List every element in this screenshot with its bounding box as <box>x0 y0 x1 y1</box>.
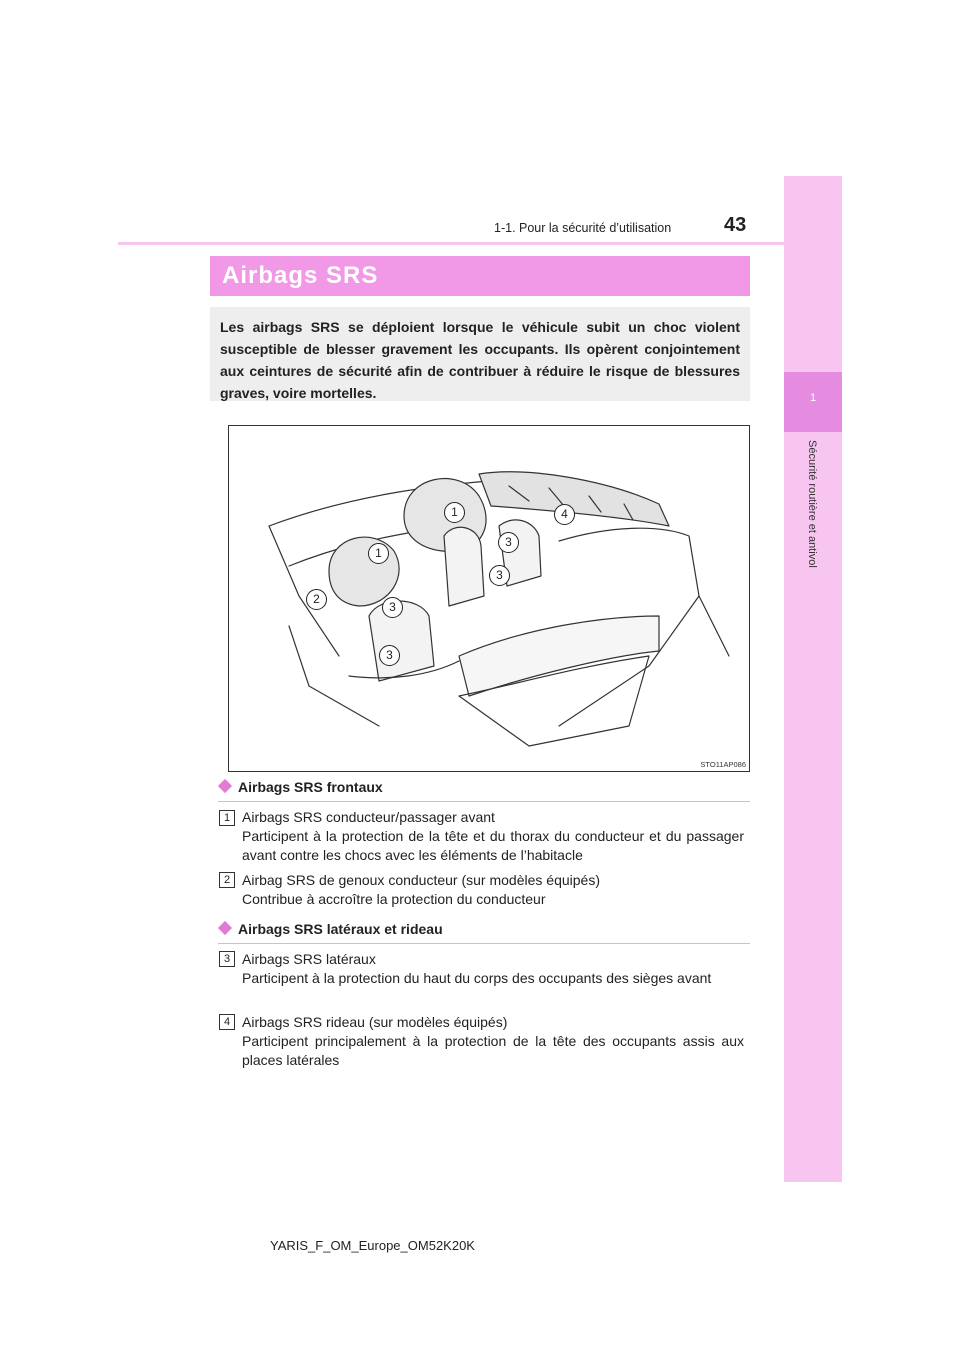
diamond-bullet-icon <box>218 779 232 793</box>
callout-1-passenger: 1 <box>444 502 465 523</box>
callout-3-side-a: 3 <box>498 532 519 553</box>
callout-3-side-d: 3 <box>379 645 400 666</box>
section-title: Airbags SRS <box>222 262 379 289</box>
callout-3-side-b: 3 <box>489 565 510 586</box>
item-2-desc: Contribue à accroître la protection du conducteur <box>242 891 546 907</box>
subheading-frontal <box>218 779 383 795</box>
callout-2-knee: 2 <box>306 589 327 610</box>
footer-doc-code: YARIS_F_OM_Europe_OM52K20K <box>270 1238 475 1253</box>
item-1-title: Airbags SRS conducteur/passager avant <box>242 809 495 825</box>
intro-box <box>210 307 750 401</box>
item-number-3: 3 <box>219 951 235 967</box>
item-1 <box>242 808 744 865</box>
item-2-title: Airbag SRS de genoux conducteur (sur modèles équipés) <box>242 872 600 888</box>
diamond-bullet-icon <box>218 921 232 935</box>
subheading-rule <box>218 801 750 802</box>
chapter-side-tab <box>784 176 842 1182</box>
chapter-title: Sécurité routière et antivol <box>806 440 818 568</box>
item-4-desc: Participent principalement à la protection de la tête des occupants assis aux places latérales <box>242 1033 744 1068</box>
callout-1-driver: 1 <box>368 543 389 564</box>
chapter-number: 1 <box>809 392 817 404</box>
callout-3-side-c: 3 <box>382 597 403 618</box>
item-2 <box>242 871 744 909</box>
running-head: 1-1. Pour la sécurité d’utilisation <box>494 221 672 235</box>
callout-4-curtain: 4 <box>554 504 575 525</box>
item-number-4: 4 <box>219 1014 235 1030</box>
item-3 <box>242 950 744 988</box>
subheading-rule <box>218 943 750 944</box>
airbag-illustration <box>228 425 750 772</box>
subheading-side-curtain-text: Airbags SRS latéraux et rideau <box>238 921 443 937</box>
item-number-2: 2 <box>219 872 235 888</box>
item-4-title: Airbags SRS rideau (sur modèles équipés) <box>242 1014 508 1030</box>
item-number-1: 1 <box>219 810 235 826</box>
section-title-bar <box>210 256 750 296</box>
item-3-desc: Participent à la protection du haut du corps des occupants des sièges avant <box>242 970 712 986</box>
page-number: 43 <box>724 214 747 236</box>
subheading-frontal-text: Airbags SRS frontaux <box>238 779 383 795</box>
item-1-desc: Participent à la protection de la tête et du thorax du conducteur et du passager avant contre les chocs avec les éléments de l’habitacle <box>242 828 744 863</box>
header-rule <box>118 242 842 245</box>
subheading-side-curtain <box>218 921 443 937</box>
item-4 <box>242 1013 744 1070</box>
figure-code: STO11AP086 <box>700 760 746 769</box>
intro-text: Les airbags SRS se déploient lorsque le véhicule subit un choc violent susceptible de blesser gravement les occupants. Ils opèrent conjointement aux ceintures de sécurité afin de contribuer à réduire le risque de blessures graves, voire mortelles. <box>220 319 740 401</box>
item-3-title: Airbags SRS latéraux <box>242 951 376 967</box>
